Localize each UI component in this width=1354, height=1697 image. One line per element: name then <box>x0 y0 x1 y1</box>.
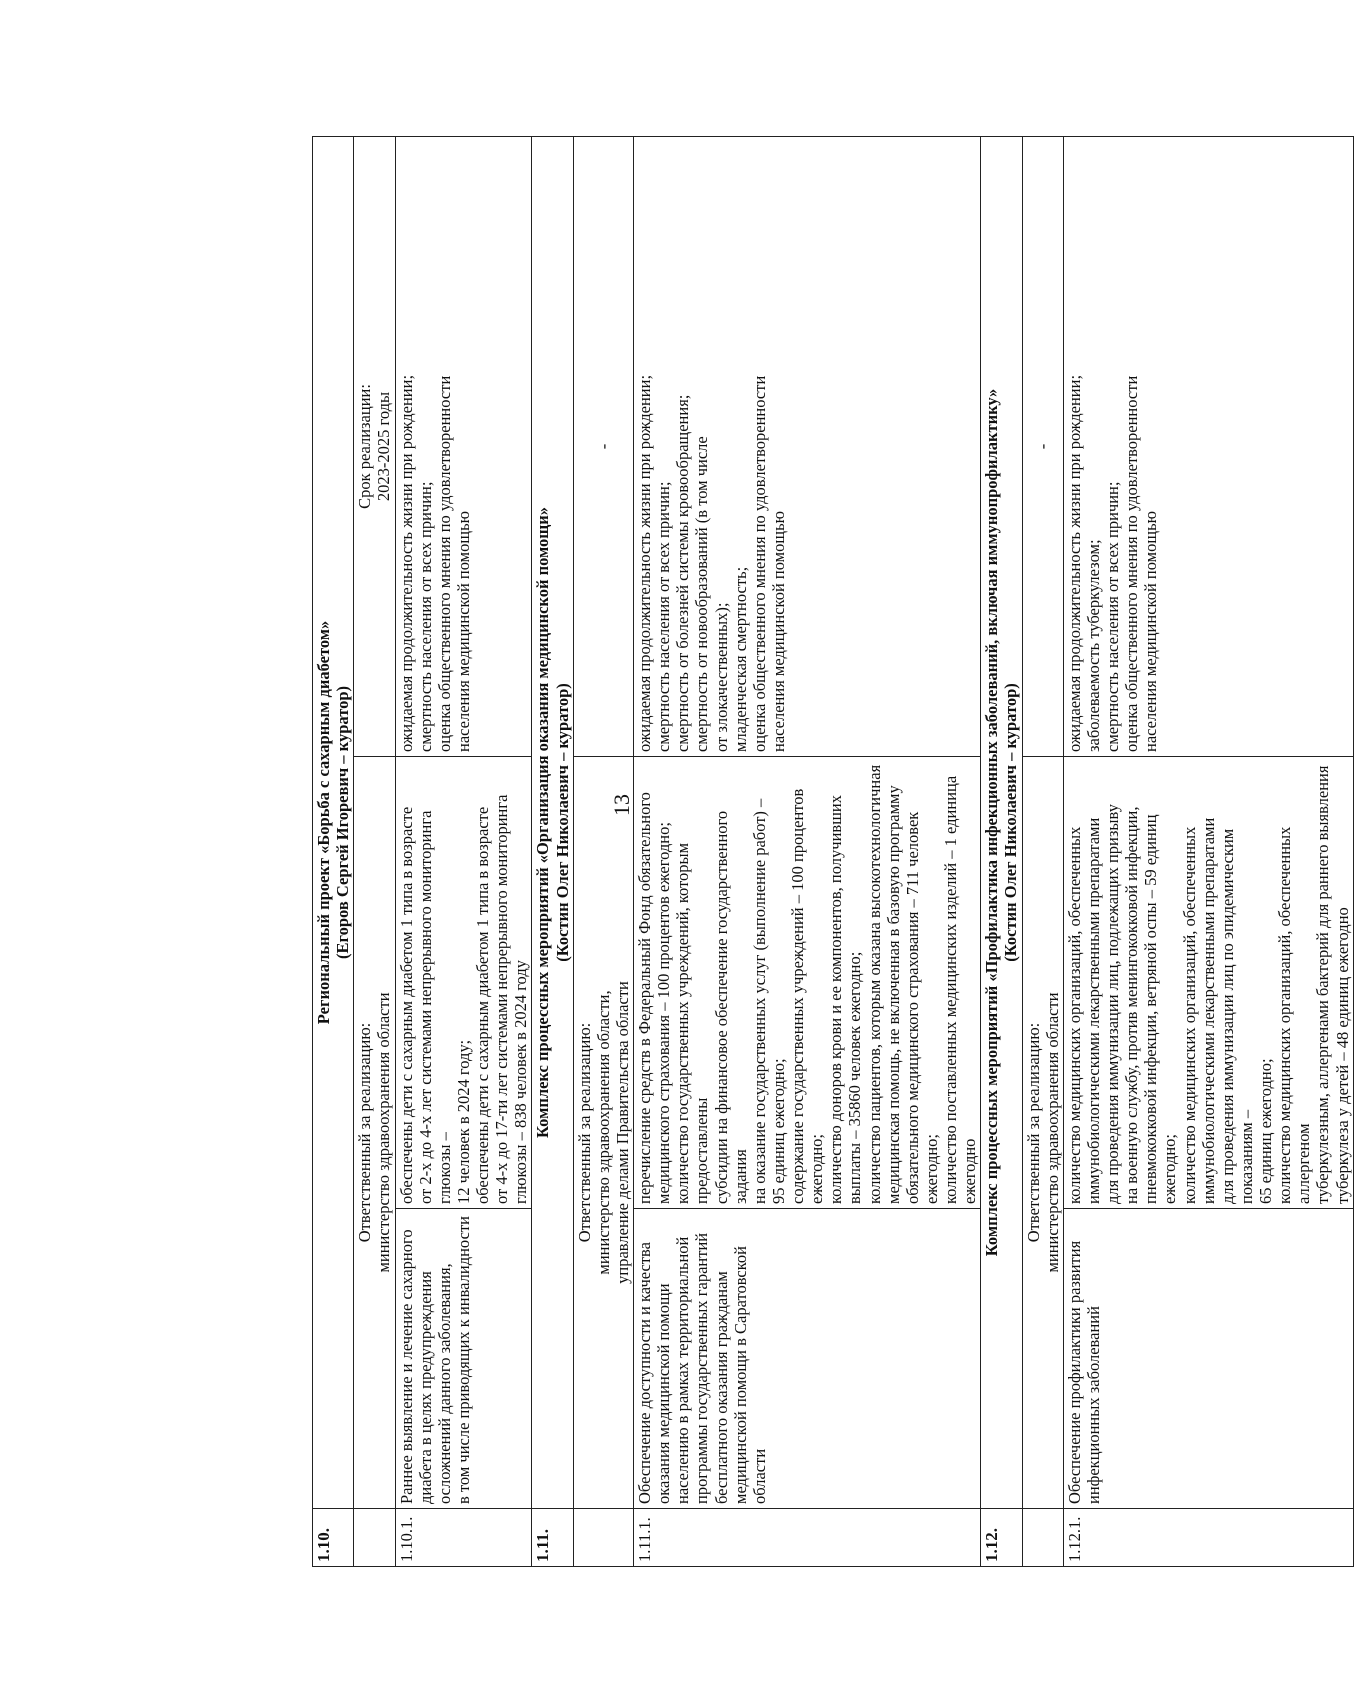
program-table <box>312 136 1354 1567</box>
section-title-line1: Региональный проект «Борьба с сахарным диабетом» <box>314 620 333 1025</box>
text-line: оценка общественного мнения по удовлетворенности <box>434 375 454 752</box>
text-line: от злокачественных); <box>711 602 731 752</box>
text-line: в том числе приводящих к инвалидности <box>453 1216 473 1504</box>
row-number: 1.11. <box>532 1509 573 1567</box>
section-title-line2: (Костин Олег Николаевич – куратор) <box>552 683 572 962</box>
indicators-cell <box>1063 136 1353 756</box>
row-1-12-responsible <box>1022 136 1063 1566</box>
text-line: от 2-х до 4-х лет системами непрерывного мониторинга глюкозы – <box>415 810 454 1204</box>
text-line: населения медицинской помощью <box>1141 511 1161 752</box>
effects-cell <box>1063 757 1353 1209</box>
text-line: количество медицинских организаций, обеспеченных <box>1064 826 1084 1204</box>
row-1-12-1 <box>1063 136 1353 1566</box>
term-cell <box>354 136 395 756</box>
text-line: туберкулеза у детей – 48 единиц ежегодно <box>1332 907 1352 1204</box>
text-line: инфекционных заболеваний <box>1083 1306 1103 1504</box>
text-line: субсидии на финансовое обеспечение государственного задания <box>711 810 750 1204</box>
text-line: перечисление средств в Федеральный Фонд обязательного <box>635 792 654 1204</box>
responsible-org: министерство здравоохранения области <box>374 992 394 1273</box>
responsible-cell <box>354 757 395 1509</box>
row-1-10-1 <box>395 136 532 1566</box>
text-line: смертность от новообразований (в том числе <box>692 436 712 752</box>
responsible-label: Ответственный за реализацию: <box>1023 1022 1043 1243</box>
text-line: количество медицинских организаций, обеспеченных <box>1179 826 1199 1204</box>
text-line: населения медицинской помощью <box>453 511 473 752</box>
dash: - <box>1033 443 1053 450</box>
responsible-org: министерство здравоохранения области, <box>593 990 613 1275</box>
dash: - <box>593 443 613 450</box>
indicators-cell <box>634 136 981 756</box>
text-line: населения медицинской помощью <box>768 511 788 752</box>
text-line: Обеспечение доступности и качества <box>635 1242 654 1504</box>
text-line: оказания медицинской помощи <box>654 1283 674 1504</box>
text-line: 65 единиц ежегодно; <box>1256 1058 1275 1204</box>
row-1-10 <box>313 136 354 1566</box>
text-line: от 4-х до 17-ти лет системами непрерывного мониторинга <box>492 794 512 1204</box>
text-line: смертность населения от всех причин; <box>415 481 435 752</box>
effects-cell <box>634 757 981 1209</box>
term-value: 2023-2025 годы <box>374 391 394 502</box>
empty-cell <box>573 1509 633 1567</box>
text-line: иммунобиологическими лекарственными препаратами <box>1198 817 1218 1204</box>
text-line: для проведения иммунизации лиц, подлежащих призыву <box>1103 804 1122 1204</box>
text-line: смертность населения от всех причин; <box>1103 481 1122 752</box>
text-line: 95 единиц ежегодно; <box>768 1058 788 1204</box>
text-line: оценка общественного мнения по удовлетворенности <box>749 375 769 752</box>
text-line: количество доноров крови и ее компонентов, получивших <box>826 795 846 1204</box>
responsible-cell <box>1022 757 1063 1509</box>
responsible-org: министерство здравоохранения области <box>1042 992 1062 1273</box>
responsible-cell <box>573 757 633 1509</box>
row-number: 1.11.1. <box>634 1509 981 1567</box>
text-line: медицинская помощь, не включенная в базовую программу <box>883 785 903 1204</box>
row-number: 1.10.1. <box>395 1509 532 1567</box>
text-line: количество медицинских организаций, обеспеченных аллергеном <box>1275 826 1314 1204</box>
text-line: 12 человек в 2024 году; <box>453 1039 473 1204</box>
responsible-org: управление делами Правительства области <box>612 981 632 1284</box>
responsible-label: Ответственный за реализацию: <box>574 1022 594 1243</box>
text-line: туберкулезным, аллергенами бактерий для раннего выявления <box>1313 765 1333 1204</box>
text-line: программы государственных гарантий <box>692 1232 712 1504</box>
effects-cell <box>395 757 532 1209</box>
text-line: области <box>749 1448 769 1504</box>
indicators-cell <box>395 136 532 756</box>
section-title-line2: (Костин Олег Николаевич – куратор) <box>1001 683 1021 962</box>
row-1-11-responsible <box>573 136 633 1566</box>
section-title <box>981 136 1022 1508</box>
text-line: иммунобиологическими лекарственными препаратами <box>1083 817 1103 1204</box>
text-line: количество государственных учреждений, которым предоставлены <box>673 842 712 1204</box>
term-label: Срок реализации: <box>355 384 375 509</box>
text-line: оценка общественного мнения по удовлетворенности <box>1122 375 1142 752</box>
section-title <box>532 136 573 1508</box>
section-title-line1: Комплекс процессных мероприятий «Организация оказания медицинской помощи» <box>533 507 553 1138</box>
text-line: ожидаемая продолжительность жизни при рождении; <box>396 374 416 752</box>
section-title-line2: (Егоров Сергей Игоревич – куратор) <box>333 686 353 959</box>
text-line: выплаты – 35860 человек ежегодно; <box>845 951 865 1204</box>
text-line: бесплатного оказания гражданам <box>711 1271 731 1504</box>
text-line: смертность населения от всех причин; <box>654 481 674 752</box>
text-line: населению в рамках территориальной <box>673 1236 693 1504</box>
row-number: 1.10. <box>313 1509 354 1567</box>
text-line: количество пациентов, которым оказана высокотехнологичная <box>864 764 884 1204</box>
responsible-label: Ответственный за реализацию: <box>355 1022 375 1243</box>
row-number: 1.12. <box>981 1509 1022 1567</box>
text-line: смертность от болезней системы кровообращения; <box>673 394 693 752</box>
text-line: ожидаемая продолжительность жизни при рождении; <box>635 374 654 752</box>
term-cell <box>573 136 633 756</box>
text-line: осложнений данного заболевания, <box>434 1263 454 1504</box>
text-line: диабета в целях предупреждения <box>415 1271 435 1504</box>
text-line: пневмококковой инфекции, ветряной оспы – 59 единиц ежегодно; <box>1141 814 1180 1204</box>
text-line: медицинского страхования – 100 процентов ежегодно; <box>654 822 674 1204</box>
row-number: 1.12.1. <box>1063 1509 1353 1567</box>
document-table-rotated <box>312 137 1352 1567</box>
text-line: обязательного медицинского страхования – 711 человек ежегодно; <box>902 811 941 1204</box>
text-line: содержание государственных учреждений – 100 процентов ежегодно; <box>788 788 827 1204</box>
section-title-line1: Комплекс процессных мероприятий «Профилактика инфекционных заболеваний, включая иммунопрофилактику» <box>982 388 1002 1257</box>
text-line: ожидаемая продолжительность жизни при рождении; <box>1064 374 1084 752</box>
empty-cell <box>354 1509 395 1567</box>
task-cell <box>634 1209 981 1509</box>
text-line: обеспечены дети с сахарным диабетом 1 типа в возрасте <box>473 806 492 1204</box>
task-cell <box>395 1209 532 1509</box>
text-line: на оказание государственных услуг (выполнение работ) – <box>749 798 769 1204</box>
row-1-11 <box>532 136 573 1566</box>
text-line: медицинской помощи в Саратовской <box>730 1246 750 1504</box>
text-line: младенческая смертность; <box>730 566 750 752</box>
row-1-10-responsible <box>354 136 395 1566</box>
text-line: на военную службу, против менингококковой инфекции, <box>1122 806 1142 1204</box>
text-line: Раннее выявление и лечение сахарного <box>396 1229 416 1504</box>
text-line: Обеспечение профилактики развития <box>1064 1240 1084 1504</box>
text-line: обеспечены дети с сахарным диабетом 1 типа в возрасте <box>396 806 416 1204</box>
section-title <box>313 136 354 1508</box>
text-line: для проведения иммунизации лиц по эпидемическим показаниям – <box>1217 828 1256 1204</box>
row-1-11-1 <box>634 136 981 1566</box>
text-line: заболеваемость туберкулезом; <box>1083 539 1103 752</box>
page-number: 13 <box>609 794 634 816</box>
text-line: количество поставленных медицинских изделий – 1 единица ежегодно <box>941 775 980 1204</box>
row-1-12 <box>981 136 1022 1566</box>
text-line: глюкозы – 838 человек в 2024 году <box>511 960 531 1204</box>
empty-cell <box>1022 1509 1063 1567</box>
term-cell <box>1022 136 1063 756</box>
task-cell <box>1063 1209 1353 1509</box>
